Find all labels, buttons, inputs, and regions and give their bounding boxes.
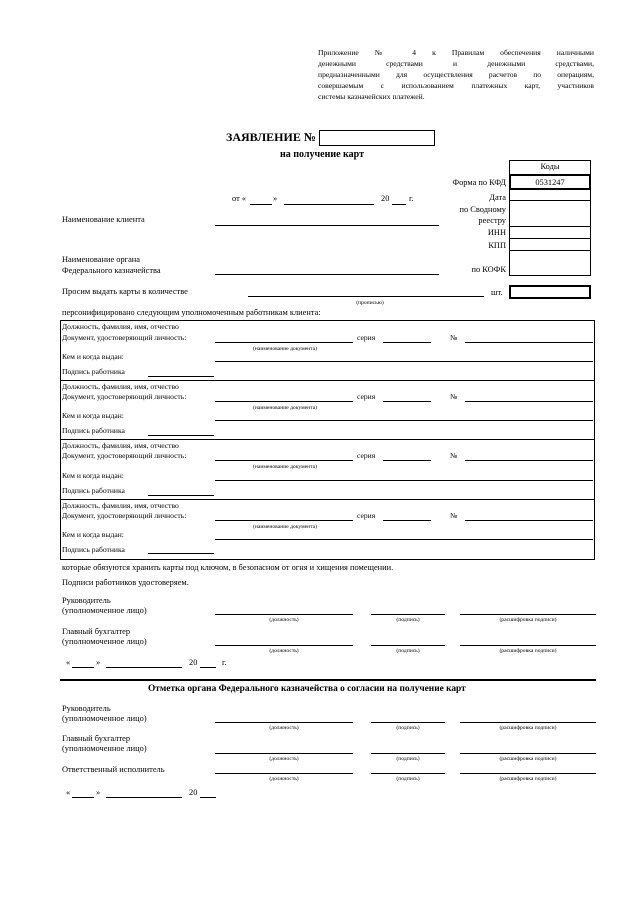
head-label-1: Руководитель: [62, 596, 111, 605]
t-head-signature-caption: (подпись): [396, 725, 420, 731]
form-title: ЗАЯВЛЕНИЕ №: [226, 130, 316, 144]
worker-signature-label: Подпись работника: [62, 545, 125, 554]
worker-number-label: №: [450, 333, 458, 342]
request-caption: (прописью): [356, 300, 384, 306]
sig-date-month-field[interactable]: [106, 667, 182, 668]
worker-issued-label: Кем и когда выдан:: [62, 352, 124, 361]
org-label-2: Федерального казначейства: [62, 266, 161, 275]
worker-signature-label: Подпись работника: [62, 486, 125, 495]
worker-series-label: серия: [357, 333, 376, 342]
personalized-text: персонифицировано следующим уполномоченным работникам клиента:: [62, 308, 321, 317]
date-close-quote: »: [273, 194, 278, 203]
t-head-decoding-field[interactable]: [460, 722, 596, 723]
worker-issued-label: Кем и когда выдан:: [62, 471, 124, 480]
worker-doc-caption: (наименование документа): [253, 464, 317, 470]
chief-decoding-field[interactable]: [460, 645, 596, 646]
codes-header: Коды: [540, 162, 560, 171]
worker-series-label: серия: [357, 511, 376, 520]
worker-number-field[interactable]: [465, 401, 593, 402]
t-date-year-prefix: 20: [189, 788, 198, 797]
t-chief-position-caption: (должность): [269, 756, 299, 762]
application-number-field[interactable]: [319, 130, 435, 146]
t-chief-label-2: (уполномоченное лицо): [62, 744, 147, 753]
t-chief-signature-field[interactable]: [371, 753, 445, 754]
head-signature-field[interactable]: [371, 614, 445, 615]
worker-number-field[interactable]: [465, 460, 593, 461]
worker-series-label: серия: [357, 451, 376, 460]
worker-doc-caption: (наименование документа): [253, 524, 317, 530]
request-unit: шт.: [491, 288, 503, 297]
worker-issued-label: Кем и когда выдан:: [62, 530, 124, 539]
worker-document-label: Документ, удостоверяющий личность:: [62, 511, 187, 520]
appendix-line-1: Приложение № 4 к Правилам обеспечения наличными: [318, 48, 594, 57]
treasury-heading: Отметка органа Федерального казначейства о согласии на получение карт: [148, 684, 466, 694]
head-position-caption: (должность): [269, 617, 299, 623]
worker-document-label: Документ, удостоверяющий личность:: [62, 451, 187, 460]
t-date-month-field[interactable]: [106, 797, 182, 798]
chief-position-field[interactable]: [215, 645, 353, 646]
kpp-label: КПП: [488, 241, 506, 250]
t-head-label-1: Руководитель: [62, 704, 111, 713]
head-label-2: (уполномоченное лицо): [62, 606, 147, 615]
responsible-decoding-field[interactable]: [460, 773, 596, 774]
worker-series-field[interactable]: [383, 460, 431, 461]
appendix-line-5: системы казначейских платежей.: [318, 92, 425, 101]
worker-issued-field[interactable]: [215, 480, 593, 481]
registry-label-2: реестру: [478, 216, 506, 225]
sig-date-day-field[interactable]: [72, 667, 94, 668]
workers-divider: [60, 499, 595, 500]
responsible-signature-field[interactable]: [371, 773, 445, 774]
chief-signature-field[interactable]: [371, 645, 445, 646]
sig-date-year-prefix: 20: [189, 658, 198, 667]
worker-document-label: Документ, удостоверяющий личность:: [62, 392, 187, 401]
worker-position-label: Должность, фамилия, имя, отчество: [62, 322, 179, 331]
worker-doc-caption: (наименование документа): [253, 405, 317, 411]
worker-number-label: №: [450, 451, 458, 460]
worker-position-label: Должность, фамилия, имя, отчество: [62, 382, 179, 391]
codes-divider: [509, 238, 591, 239]
sig-date-open: «: [66, 658, 71, 667]
worker-series-field[interactable]: [383, 401, 431, 402]
appendix-line-3: предназначенными для осуществления расчетов по операциям,: [318, 70, 594, 79]
worker-document-field[interactable]: [215, 342, 353, 343]
date-year-suffix: г.: [409, 194, 414, 203]
t-date-day-field[interactable]: [72, 797, 94, 798]
t-date-year-field[interactable]: [200, 797, 216, 798]
t-head-signature-field[interactable]: [371, 722, 445, 723]
worker-issued-label: Кем и когда выдан:: [62, 411, 124, 420]
responsible-position-field[interactable]: [215, 773, 353, 774]
t-chief-position-field[interactable]: [215, 753, 353, 754]
card-count-field[interactable]: [248, 296, 484, 297]
t-head-label-2: (уполномоченное лицо): [62, 714, 147, 723]
treasury-separator: [60, 679, 596, 681]
worker-document-label: Документ, удостоверяющий личность:: [62, 333, 187, 342]
request-text: Просим выдать карты в количестве: [62, 287, 188, 296]
worker-position-label: Должность, фамилия, имя, отчество: [62, 501, 179, 510]
worker-signature-field[interactable]: [148, 553, 214, 554]
worker-number-field[interactable]: [465, 342, 593, 343]
worker-issued-field[interactable]: [215, 361, 593, 362]
codes-divider: [509, 226, 591, 227]
form-subtitle: на получение карт: [280, 149, 364, 160]
codes-divider: [509, 200, 591, 201]
worker-signature-field[interactable]: [148, 435, 214, 436]
org-label-1: Наименование органа: [62, 255, 140, 264]
workers-divider: [60, 380, 595, 381]
worker-signature-field[interactable]: [148, 495, 214, 496]
sig-date-year-field[interactable]: [200, 667, 216, 668]
t-head-position-field[interactable]: [215, 722, 353, 723]
appendix-line-4: совершаемым с использованием платежных карт, участников: [318, 81, 594, 90]
worker-signature-field[interactable]: [148, 376, 214, 377]
t-chief-decoding-field[interactable]: [460, 753, 596, 754]
head-decoding-field[interactable]: [460, 614, 596, 615]
t-head-decoding-caption: (расшифровка подписи): [499, 725, 557, 731]
worker-issued-field[interactable]: [215, 539, 593, 540]
chief-label-2: (уполномоченное лицо): [62, 637, 147, 646]
okud-label: Форма по КФД: [452, 178, 506, 187]
codes-divider: [509, 250, 591, 251]
obligation-text: которые обязуются хранить карты под ключом, в безопасном от огня и хищения помещении.: [62, 563, 394, 572]
t-chief-decoding-caption: (расшифровка подписи): [499, 756, 557, 762]
date-month-field[interactable]: [284, 204, 374, 205]
okud-value: 0531247: [535, 178, 565, 187]
responsible-label: Ответственный исполнитель: [62, 765, 165, 774]
date-code-label: Дата: [489, 193, 506, 202]
worker-signature-label: Подпись работника: [62, 426, 125, 435]
client-name-label: Наименование клиента: [62, 215, 145, 224]
t-head-position-caption: (должность): [269, 725, 299, 731]
worker-number-label: №: [450, 511, 458, 520]
worker-doc-caption: (наименование документа): [253, 346, 317, 352]
chief-position-caption: (должность): [269, 648, 299, 654]
t-chief-label-1: Главный бухгалтер: [62, 734, 131, 743]
appendix-line-2: денежными средствами и денежными средствами,: [318, 59, 594, 68]
worker-series-field[interactable]: [383, 520, 431, 521]
worker-document-field[interactable]: [215, 520, 353, 521]
chief-decoding-caption: (расшифровка подписи): [499, 648, 557, 654]
head-signature-caption: (подпись): [396, 617, 420, 623]
org-name-field[interactable]: [215, 274, 439, 275]
date-year-field[interactable]: [392, 204, 406, 205]
card-count-box[interactable]: [509, 285, 591, 299]
worker-series-label: серия: [357, 392, 376, 401]
worker-series-field[interactable]: [383, 342, 431, 343]
workers-divider: [60, 439, 595, 440]
worker-document-field[interactable]: [215, 401, 353, 402]
inn-label: ИНН: [487, 228, 506, 237]
worker-number-label: №: [450, 392, 458, 401]
kofk-label: по КОФК: [471, 265, 506, 274]
date-prefix: от «: [232, 194, 247, 203]
head-position-field[interactable]: [215, 614, 353, 615]
t-chief-signature-caption: (подпись): [396, 756, 420, 762]
t-date-open: «: [66, 788, 71, 797]
responsible-position-caption: (должность): [269, 776, 299, 782]
responsible-decoding-caption: (расшифровка подписи): [499, 776, 557, 782]
worker-position-label: Должность, фамилия, имя, отчество: [62, 441, 179, 450]
worker-number-field[interactable]: [465, 520, 593, 521]
worker-document-field[interactable]: [215, 460, 353, 461]
client-name-field[interactable]: [215, 225, 439, 226]
date-year-prefix: 20: [381, 194, 390, 203]
chief-signature-caption: (подпись): [396, 648, 420, 654]
sig-date-year-suffix: г.: [222, 658, 227, 667]
registry-label-1: по Сводному: [459, 205, 506, 214]
worker-issued-field[interactable]: [215, 420, 593, 421]
date-day-field[interactable]: [250, 204, 272, 205]
sig-date-close: »: [96, 658, 101, 667]
chief-label-1: Главный бухгалтер: [62, 627, 131, 636]
worker-signature-label: Подпись работника: [62, 367, 125, 376]
responsible-signature-caption: (подпись): [396, 776, 420, 782]
head-decoding-caption: (расшифровка подписи): [499, 617, 557, 623]
t-date-close: »: [96, 788, 101, 797]
certify-text: Подписи работников удостоверяем.: [62, 578, 189, 587]
